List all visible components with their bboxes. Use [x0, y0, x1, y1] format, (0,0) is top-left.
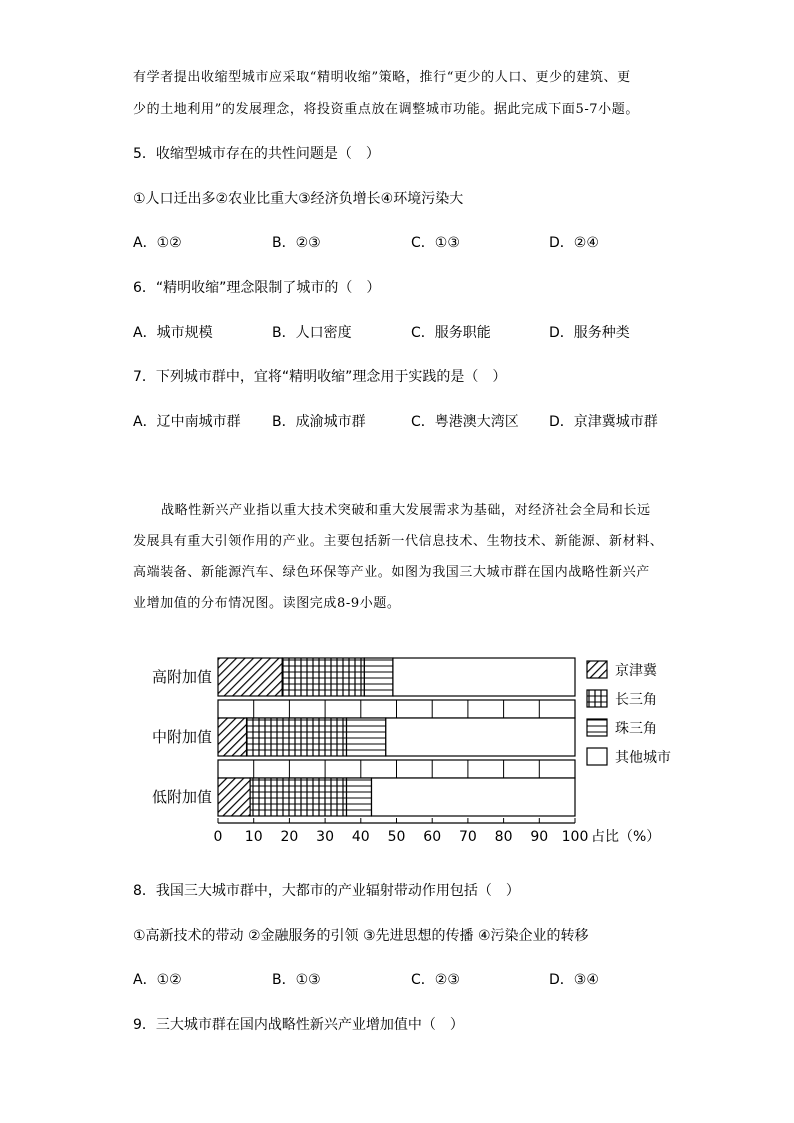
legend-swatch — [587, 690, 607, 707]
legend-swatch — [587, 719, 607, 736]
q5-option-b[interactable]: B．②③ — [272, 235, 321, 251]
q7-option-d[interactable]: D．京津冀城市群 — [549, 414, 658, 430]
x-tick-label: 60 — [423, 829, 442, 845]
legend-label: 京津冀 — [615, 663, 657, 679]
x-tick-label: 0 — [213, 829, 223, 845]
passage2-line2: 发展具有重大引领作用的产业。主要包括新一代信息技术、生物技术、新能源、新材料、 — [133, 534, 664, 549]
q8-option-d[interactable]: D．③④ — [549, 972, 599, 988]
legend-swatch — [587, 748, 607, 765]
q6-options — [133, 322, 693, 342]
q8-option-c[interactable]: C．②③ — [411, 972, 460, 988]
bar-segment — [393, 658, 575, 696]
passage2-line4: 业增加值的分布情况图。读图完成8-9小题。 — [133, 596, 401, 611]
bar-segment — [247, 718, 347, 756]
legend-label: 其他城市 — [615, 750, 671, 766]
x-tick-label: 20 — [280, 829, 299, 845]
q8-option-b[interactable]: B．①③ — [272, 972, 321, 988]
x-tick-label: 50 — [387, 829, 406, 845]
q6-stem: 6．“精明收缩”理念限制了城市的（ ） — [133, 280, 381, 296]
q7-stem: 7．下列城市群中，宜将“精明收缩”理念用于实践的是（ ） — [133, 369, 507, 385]
x-tick-label: 10 — [244, 829, 263, 845]
bar-segment — [347, 718, 386, 756]
q5-stem: 5．收缩型城市存在的共性问题是（ ） — [133, 146, 380, 162]
q7-options — [133, 411, 693, 431]
legend-label: 长三角 — [615, 692, 657, 708]
q9-stem: 9．三大城市群在国内战略性新兴产业增加值中（ ） — [133, 1017, 464, 1033]
q6-option-c[interactable]: C．服务职能 — [411, 325, 491, 341]
legend-swatch — [587, 661, 607, 678]
passage1-line1: 有学者提出收缩型城市应采取“精明收缩”策略，推行“更少的人口、更少的建筑、更 — [133, 70, 631, 85]
legend — [587, 661, 671, 766]
bar-segment — [218, 658, 282, 696]
stacked-bar-chart — [130, 645, 690, 850]
q8-statements: ①高新技术的带动 ②金融服务的引领 ③先进思想的传播 ④污染企业的转移 — [133, 928, 589, 944]
x-tick-label: 100 — [561, 829, 589, 845]
q7-option-b[interactable]: B．成渝城市群 — [272, 414, 366, 430]
passage2-line1: 战略性新兴产业指以重大技术突破和重大发展需求为基础，对经济社会全局和长远 — [161, 503, 651, 518]
q7-option-a[interactable]: A．辽中南城市群 — [133, 414, 241, 430]
bar-segment — [218, 718, 247, 756]
x-tick-label: 70 — [458, 829, 477, 845]
bars — [218, 658, 575, 816]
bar-segment — [386, 718, 575, 756]
q8-stem: 8．我国三大城市群中，大都市的产业辐射带动作用包括（ ） — [133, 883, 520, 899]
passage1-line2: 少的土地利用”的发展理念，将投资重点放在调整城市功能。据此完成下面5-7小题。 — [133, 102, 639, 117]
x-axis — [214, 818, 661, 845]
q6-option-a[interactable]: A．城市规模 — [133, 325, 213, 341]
bar-segment — [282, 658, 364, 696]
q6-option-b[interactable]: B．人口密度 — [272, 325, 352, 341]
q6-option-d[interactable]: D．服务种类 — [549, 325, 630, 341]
category-label: 高附加值 — [151, 668, 212, 686]
bar-segment — [347, 778, 372, 816]
q5-statements: ①人口迁出多②农业比重大③经济负增长④环境污染大 — [133, 191, 464, 207]
x-tick-label: 30 — [316, 829, 335, 845]
q5-option-d[interactable]: D．②④ — [549, 235, 599, 251]
q5-option-c[interactable]: C．①③ — [411, 235, 460, 251]
x-tick-label: 90 — [530, 829, 549, 845]
x-tick-label: 80 — [494, 829, 513, 845]
q8-options — [133, 969, 693, 989]
x-tick-label: 40 — [351, 829, 370, 845]
q5-options — [133, 232, 693, 252]
bar-segment — [250, 778, 346, 816]
passage2-line3: 高端装备、新能源汽车、绿色环保等产业。如图为我国三大城市群在国内战略性新兴产 — [133, 565, 650, 580]
bar-segment — [372, 778, 575, 816]
x-axis-label: 占比（%） — [591, 829, 661, 845]
q7-option-c[interactable]: C．粤港澳大湾区 — [411, 414, 519, 430]
q5-option-a[interactable]: A．①② — [133, 235, 182, 251]
bar-segment — [364, 658, 393, 696]
category-label: 低附加值 — [151, 788, 212, 806]
bar-segment — [218, 778, 250, 816]
category-label: 中附加值 — [151, 728, 212, 746]
legend-label: 珠三角 — [615, 721, 657, 737]
q8-option-a[interactable]: A．①② — [133, 972, 182, 988]
category-labels — [152, 668, 212, 806]
